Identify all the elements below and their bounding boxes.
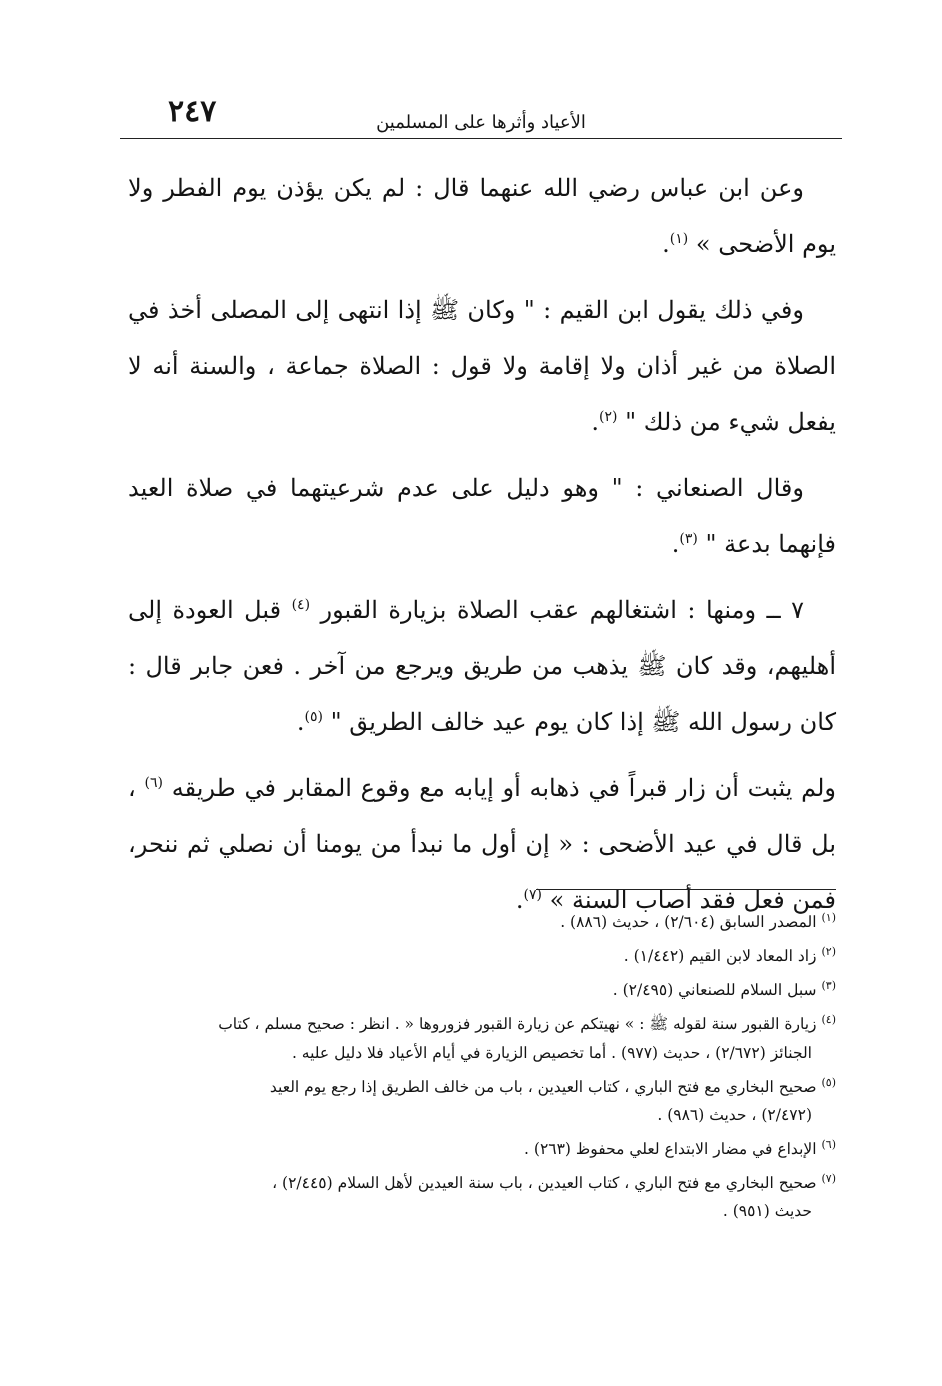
- paragraph-1: [128, 160, 836, 272]
- footnote-4: [128, 1006, 836, 1066]
- footnote-continuation: الجنائز (٢/٦٧٢) ، حديث (٩٧٧) . أما تخصيص الزيارة في أيام الأعياد فلا دليل عليه .: [291, 1043, 812, 1062]
- footnote-5: [128, 1069, 836, 1129]
- footnote-ref: (٦): [144, 775, 163, 791]
- footnote-number: (٢): [821, 945, 836, 959]
- footnote-continuation: حديث (٩٥١) .: [722, 1202, 812, 1221]
- footnotes: [128, 904, 836, 1227]
- footnote-text: صحيح البخاري مع فتح الباري ، كتاب العيدين ، باب من خالف الطريق إذا رجع يوم العيد: [269, 1077, 817, 1096]
- header-rule: [120, 138, 842, 139]
- footnote-text: زاد المعاد لابن القيم (١/٤٤٢) .: [623, 947, 817, 966]
- paragraph-text: وعن ابن عباس رضي الله عنهما قال : لم يكن يؤذن يوم الفطر ولا يوم الأضحى »: [128, 174, 836, 258]
- page-header: [120, 88, 842, 142]
- main-text: [128, 160, 836, 938]
- footnote-ref: (١): [669, 231, 689, 247]
- footnote-text: الإبداع في مضار الابتداع لعلي محفوظ (٢٦٣) .: [524, 1139, 817, 1158]
- paragraph-end: .: [591, 408, 599, 436]
- paragraph-5: [128, 760, 836, 928]
- footnote-1: [128, 904, 836, 936]
- footnote-number: (٦): [821, 1137, 836, 1151]
- paragraph-2: [128, 282, 836, 450]
- footnote-ref: (٥): [304, 709, 323, 725]
- running-title: الأعياد وأثرها على المسلمين: [376, 112, 586, 133]
- footnote-3: [128, 972, 836, 1004]
- footnote-ref: (٧): [523, 887, 543, 903]
- footnote-text: صحيح البخاري مع فتح الباري ، كتاب العيدين ، باب سنة العيدين لأهل السلام (٢/٤٤٥) ،: [272, 1174, 817, 1193]
- paragraph-4: [128, 582, 836, 750]
- footnote-text: سبل السلام للصنعاني (٢/٤٩٥) .: [612, 981, 817, 1000]
- paragraph-end: .: [296, 708, 305, 736]
- footnote-text: المصدر السابق (٢/٦٠٤) ، حديث (٨٨٦) .: [560, 913, 817, 932]
- footnote-number: (٧): [821, 1171, 836, 1185]
- paragraph-text: وفي ذلك يقول ابن القيم : " وكان ﷺ إذا انتهى إلى المصلى أخذ في الصلاة من غير أذان ولا إقامة ولا قول : الصلاة جماعة ، والسنة أنه لا يفعل شيء من ذلك ": [128, 296, 836, 436]
- footnote-2: [128, 938, 836, 970]
- paragraph-text: ٧ ــ ومنها : اشتغالهم عقب الصلاة بزيارة القبور: [320, 596, 804, 624]
- footnote-separator: [536, 889, 836, 890]
- footnote-number: (١): [821, 911, 836, 924]
- footnote-7: [128, 1165, 836, 1225]
- footnote-number: (٣): [821, 979, 836, 993]
- footnote-number: (٥): [821, 1075, 836, 1089]
- footnote-ref: (٤): [291, 597, 311, 613]
- footnote-text: زيارة القبور سنة لقوله ﷺ : » نهيتكم عن زيارة القبور فزوروها « . انظر : صحيح مسلم ، كتاب: [218, 1015, 817, 1034]
- paragraph-end: .: [671, 530, 680, 558]
- paragraph-3: [128, 460, 836, 572]
- paragraph-text: ، بل قال في عيد الأضحى : « إن أول ما نبدأ من يومنا أن نصلي ثم ننحر، فمن فعل فقد أصاب السنة »: [128, 774, 836, 914]
- footnote-ref: (٢): [599, 409, 618, 425]
- page-number: ٢٤٧: [168, 94, 217, 129]
- footnote-continuation: (٢/٤٧٢) ، حديث (٩٨٦) .: [657, 1105, 812, 1124]
- paragraph-end: .: [515, 886, 524, 914]
- paragraph-text: ولم يثبت أن زار قبراً في ذهابه أو إيابه مع وقوع المقابر في طريقه: [171, 774, 836, 802]
- footnote-number: (٤): [821, 1013, 836, 1027]
- paragraph-text: قبل العودة إلى أهليهم، وقد كان ﷺ يذهب من طريق ويرجع من آخر . فعن جابر قال : كان رسول الله ﷺ إذا كان يوم عيد خالف الطريق ": [128, 596, 836, 736]
- paragraph-end: .: [662, 230, 670, 258]
- paragraph-text: وقال الصنعاني : " وهو دليل على عدم شرعيتهما في صلاة العيد فإنهما بدعة ": [128, 474, 836, 558]
- footnote-ref: (٣): [679, 531, 698, 547]
- footnote-6: [128, 1131, 836, 1163]
